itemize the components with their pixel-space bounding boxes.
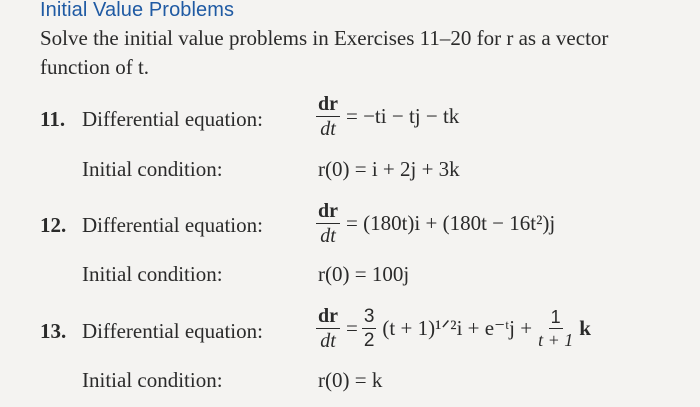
problem-11-initial-condition: r(0) = i + 2j + 3k xyxy=(318,157,460,181)
problem-13-initial-condition: r(0) = k xyxy=(318,368,383,392)
problem-12-ic-label: Initial condition: xyxy=(82,262,223,286)
problem-11-number: 11. xyxy=(40,107,66,131)
problem-13-de-label: Differential equation: xyxy=(82,319,263,343)
derivative-fraction: $\frac{dr}{dt}$ xyxy=(318,305,338,352)
derivative-fraction: $\frac{dr}{dt}$ xyxy=(318,200,338,247)
section-heading: Initial Value Problems xyxy=(40,0,235,21)
problem-12-de-label: Differential equation: xyxy=(82,213,263,237)
problem-11-de-label: Differential equation: xyxy=(82,107,263,131)
derivative-fraction: $\frac{dr}{dt}$ xyxy=(318,93,338,140)
problem-13-number: 13. xyxy=(40,319,67,343)
problem-11-ic-label: Initial condition: xyxy=(82,157,223,181)
reciprocal-fraction: $\frac{1}{t + 1}$ xyxy=(538,307,574,350)
problem-13-ic-label: Initial condition: xyxy=(82,368,223,392)
coefficient-fraction: $\frac{3}{2}$ xyxy=(363,306,375,351)
problem-12-number: 12. xyxy=(40,213,67,237)
problem-11-equation: $\frac{dr}{dt}$ = −ti − tj − tk xyxy=(318,93,460,140)
intro-paragraph: Solve the initial value problems in Exercises 11–20 for r as a vector function of t. xyxy=(40,26,609,79)
problem-12-equation: $\frac{dr}{dt}$ = (180t)i + (180t − 16t²)j xyxy=(318,200,556,247)
problem-13-equation: $\frac{dr}{dt}$ = $\frac{3}{2}$ (t + 1)¹ᐟ²i + e⁻ᵗj + $\frac{1}{t + 1}$ k xyxy=(318,305,591,352)
problem-12-initial-condition: r(0) = 100j xyxy=(318,262,410,286)
